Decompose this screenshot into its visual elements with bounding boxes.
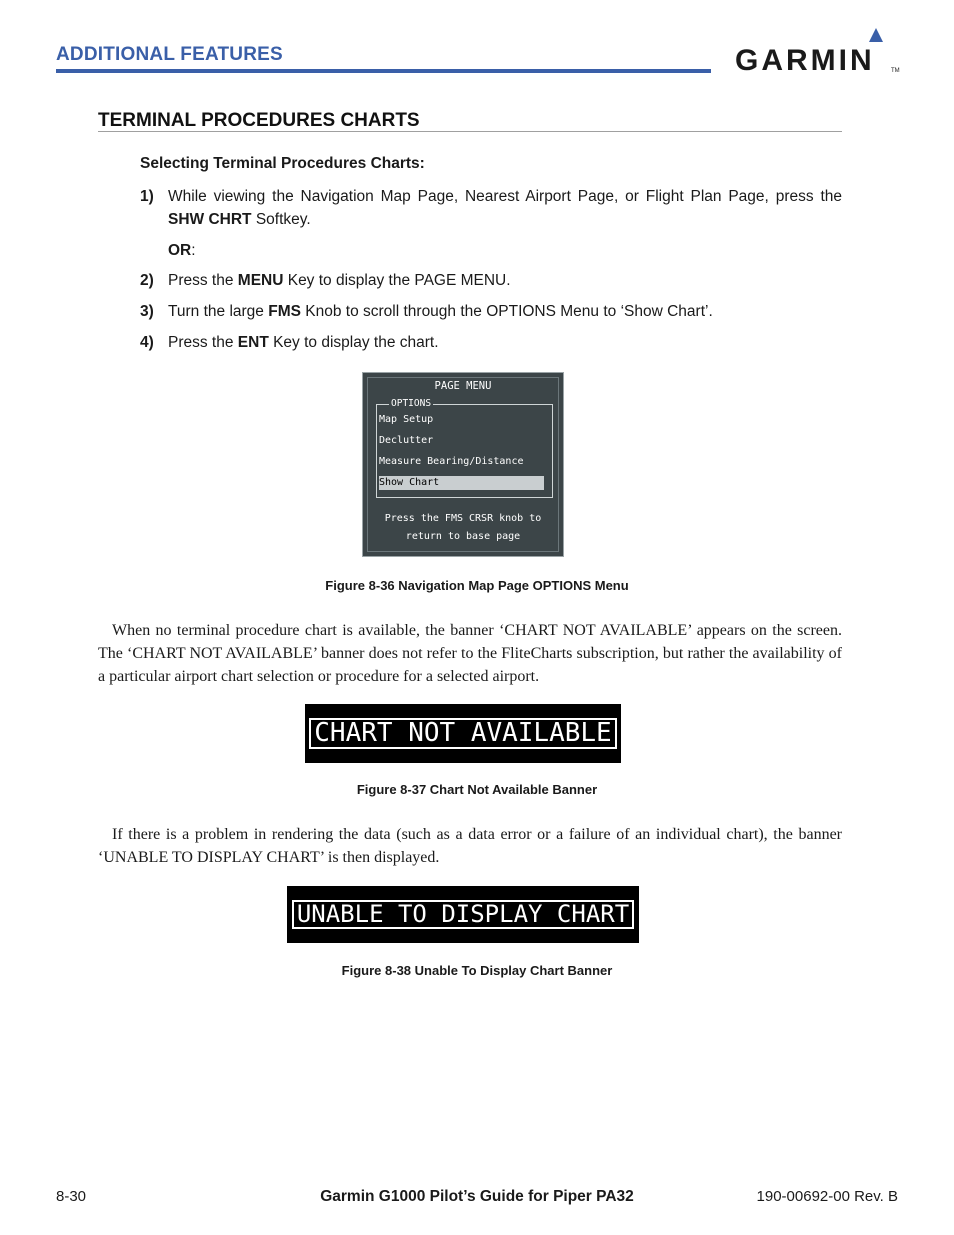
step-number: 2) [140, 272, 154, 289]
section-title: ADDITIONAL FEATURES [56, 44, 283, 65]
step-text: Turn the large FMS Knob to scroll through the OPTIONS Menu to ‘Show Chart’. [168, 303, 713, 320]
body-paragraph: If there is a problem in rendering the data (such as a data error or a failure of an individual chart), the banner ‘UNABLE TO DISPLAY CHART’ is then displayed. [98, 826, 842, 866]
menu-item-show-chart[interactable]: Show Chart [379, 476, 544, 490]
garmin-logo-graphic [733, 26, 898, 76]
menu-item-declutter[interactable]: Declutter [379, 435, 434, 446]
figure-caption: Figure 8-36 Navigation Map Page OPTIONS Menu [325, 578, 629, 593]
page-menu-title: PAGE MENU [434, 380, 492, 392]
svg-text:GARMIN: GARMIN [735, 44, 875, 77]
section-heading: TERMINAL PROCEDURES CHARTS [98, 110, 420, 131]
banner-text: UNABLE TO DISPLAY CHART [292, 900, 634, 929]
figure-caption: Figure 8-37 Chart Not Available Banner [356, 782, 598, 797]
step-text: Press the MENU Key to display the PAGE MENU. [168, 272, 511, 289]
procedure-title: Selecting Terminal Procedures Charts: [140, 155, 425, 172]
options-group [376, 398, 553, 498]
options-group-label: OPTIONS [391, 398, 432, 409]
menu-item-map-setup[interactable]: Map Setup [379, 414, 434, 425]
footer-page-number: 8-30 [56, 1188, 87, 1205]
menu-item-measure-bearing[interactable]: Measure Bearing/Distance [379, 456, 524, 467]
hint-line: return to base page [405, 531, 521, 542]
figure-caption: Figure 8-38 Unable To Display Chart Banner [341, 963, 613, 978]
step-number: 1) [140, 188, 154, 205]
heading-rule [98, 131, 842, 132]
chart-not-available-banner [305, 704, 621, 763]
page-menu-screenshot [362, 372, 564, 557]
step-text: Press the ENT Key to display the chart. [168, 334, 439, 351]
step-or: OR: [168, 242, 196, 259]
hint-line: Press the FMS CRSR knob to [384, 513, 542, 524]
page-menu-hint [363, 510, 563, 546]
step-text: While viewing the Navigation Map Page, Nearest Airport Page, or Flight Plan Page, press the SHW CHRT Softkey. [168, 188, 842, 228]
banner-text: CHART NOT AVAILABLE [309, 718, 616, 749]
header-rule [56, 69, 711, 73]
garmin-logo [733, 26, 898, 76]
footer-book-title: Garmin G1000 Pilot’s Guide for Piper PA32 [320, 1188, 634, 1205]
step-number: 4) [140, 334, 154, 351]
svg-text:TM: TM [891, 68, 900, 74]
footer-doc-number: 190-00692-00 Rev. B [756, 1188, 898, 1205]
step-number: 3) [140, 303, 154, 320]
unable-to-display-banner [287, 886, 639, 943]
body-paragraph: When no terminal procedure chart is available, the banner ‘CHART NOT AVAILABLE’ appears on the screen. The ‘CHART NOT AVAILABLE’ banner does not refer to the FliteCharts subscription, but rather the availability of a particular airport chart selection or procedure for a selected airport. [98, 622, 842, 685]
